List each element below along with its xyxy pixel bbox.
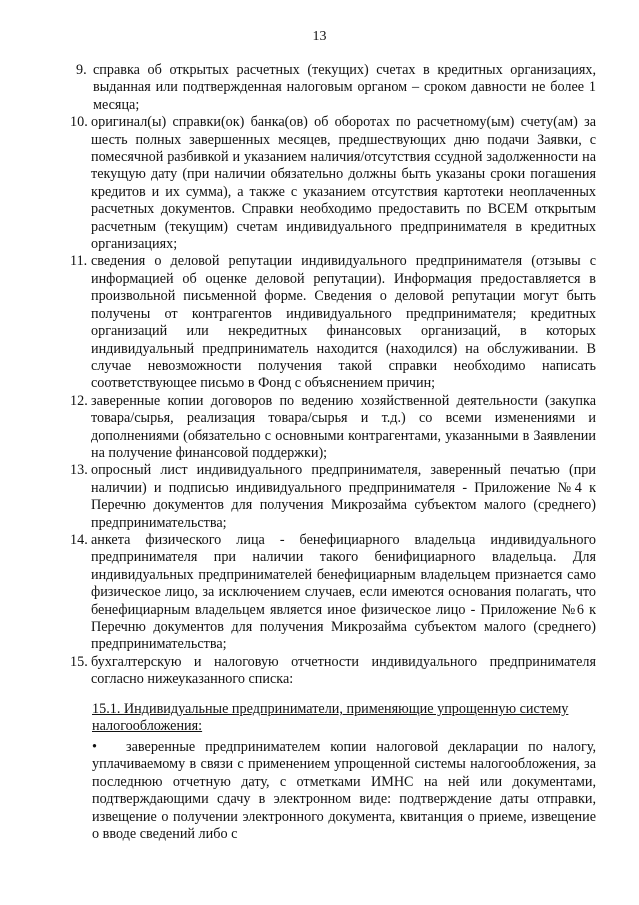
list-item-number: 11.: [70, 253, 88, 270]
list-item-number: 9.: [76, 62, 87, 78]
list-item-text: оригинал(ы) справки(ок) банка(ов) об оборотах по расчетному(ым) счету(ам) за шесть полных завершенных месяцев, предшествующих дню подачи Заявки, с помесячной разбивкой и указанием наличия/отсутствия ссудной задолженности на текущую дату (при наличии обязательно должны быть указаны сроки погашения кредитов и их сумма), а также с указанием отсутствия картотеки неоплаченных расчетных документов. Справки необходимо предоставить по ВСЕМ открытым расчетным (текущим) счетам индивидуального предпринимателя в кредитных организациях;: [91, 114, 596, 253]
document-list: [70, 62, 596, 689]
list-item: [70, 531, 596, 654]
section-subheading: 15.1. Индивидуальные предприниматели, применяющие упрощенную систему налогообложения:: [92, 701, 569, 735]
list-item-text: сведения о деловой репутации индивидуального предпринимателя (отзывы с информацией об оценке деловой репутации). Информация предоставляется в произвольной письменной форме. Сведения о деловой репутации могут быть получены от контрагентов индивидуального предпринимателя; кредитных организаций или некредитных финансовых организаций, в которых индивидуальный предприниматель находится (находился) на обслуживании. В случае невозможности получения такой справки необходимо написать соответствующее письмо в Фонд с объяснением причин;: [91, 253, 596, 392]
list-item: [70, 462, 596, 532]
bullet-text: заверенные предпринимателем копии налоговой декларации по налогу, уплачиваемому в связи с применением упрощенной системы налогообложения, за последнюю отчетную дату, с отметками ИМНС на ней или документами, подтверждающими сдачу в электронном виде: подтверждение даты отправки, извещение о получении электронного документа, квитанция о приеме, извещение о вводе сведений либо с: [92, 739, 596, 843]
list-item-number: 10.: [70, 114, 88, 131]
list-item-text: анкета физического лица - бенефициарного владельца индивидуального предпринимателя при наличии такого бенифициарного владельца. Для индивидуальных предпринимателей бенефициарным владельцем признается само физическое лицо, за исключением случаев, если имеются основания полагать, что бенефициарным владельцем является иное физическое лицо - Приложение №6 к Перечню документов для получения Микрозайма субъектом малого (среднего) предпринимательства;: [91, 531, 596, 653]
list-item-number: 15.: [70, 653, 88, 670]
list-item: [70, 392, 596, 463]
list-item: [78, 62, 596, 114]
list-item: [70, 253, 596, 392]
list-item-text: заверенные копии договоров по ведению хозяйственной деятельности (закупка товара/сырья, реализация товара/сырья и т.д.) со всеми изменениями и дополнениями (обязательно с основными контрагентами, указанными в Заявлении на получение финансовой поддержки);: [91, 392, 596, 461]
bullet-icon: •: [92, 739, 97, 755]
list-item-text: справка об открытых расчетных (текущих) счетах в кредитных организациях, выданная или подтвержденная налоговым органом – сроком давности не более 1 месяца;: [93, 62, 596, 113]
list-item-text: опросный лист индивидуального предпринимателя, заверенный печатью (при наличии) и подписью индивидуального предпринимателя - Приложение №4 к Перечню документов для получения Микрозайма субъектом малого (среднего) предпринимательства;: [91, 462, 596, 531]
list-item: [70, 114, 596, 253]
list-item-number: 14.: [70, 531, 88, 548]
page-number: 13: [312, 29, 327, 44]
list-item-number: 12.: [70, 392, 88, 409]
list-item: [70, 653, 596, 689]
bullet-item: [92, 739, 596, 843]
list-item-number: 13.: [70, 462, 88, 479]
list-item-text: бухгалтерскую и налоговую отчетности индивидуального предпринимателя согласно нижеуказанного списка:: [91, 653, 596, 688]
